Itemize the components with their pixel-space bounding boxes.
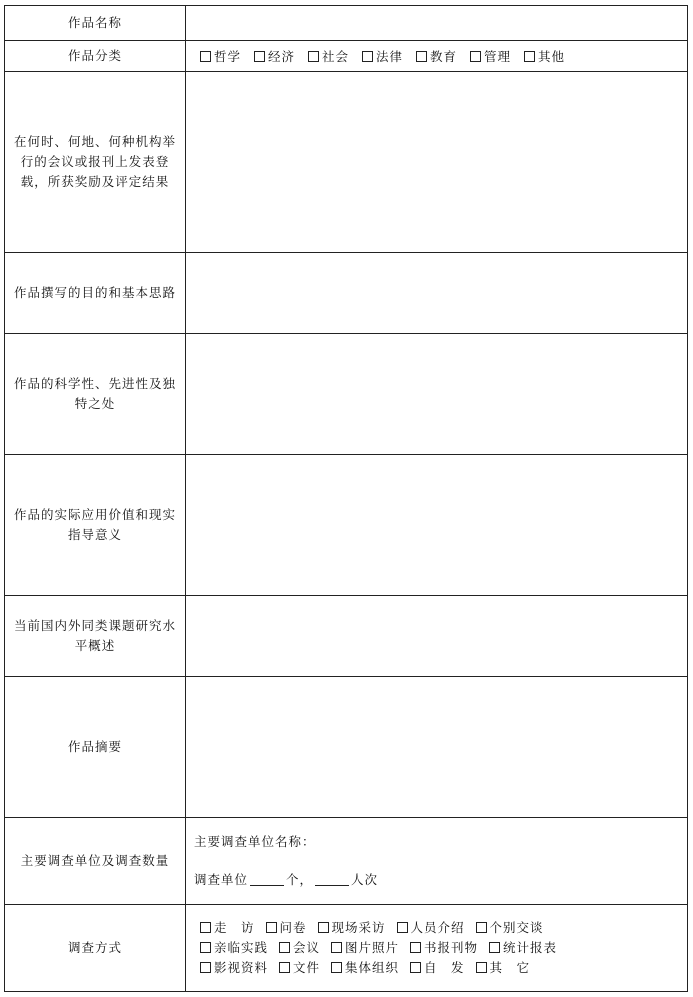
label-research: 当前国内外同类课题研究水平概述 <box>5 596 186 677</box>
method-option-questionnaire[interactable]: 问卷 <box>266 918 307 938</box>
label-publication: 在何时、何地、何种机构举行的会议或报刊上发表登载，所获奖励及评定结果 <box>5 72 186 253</box>
method-option-onsite-interview[interactable]: 现场采访 <box>318 918 386 938</box>
checkbox-icon[interactable] <box>524 51 535 62</box>
checkbox-icon[interactable] <box>470 51 481 62</box>
survey-unit-name-label: 主要调查单位名称： <box>194 834 316 849</box>
checkbox-icon[interactable] <box>331 942 342 953</box>
checkbox-icon[interactable] <box>318 922 329 933</box>
field-science[interactable] <box>186 334 688 455</box>
method-option-introduction[interactable]: 人员介绍 <box>397 918 465 938</box>
checkbox-icon[interactable] <box>200 51 211 62</box>
checkbox-icon[interactable] <box>200 942 211 953</box>
method-option-visit[interactable]: 走 访 <box>200 918 255 938</box>
checkbox-icon[interactable] <box>200 962 211 973</box>
field-abstract[interactable] <box>186 677 688 818</box>
label-survey: 主要调查单位及调查数量 <box>5 818 186 905</box>
row-research <box>5 596 688 677</box>
field-research[interactable] <box>186 596 688 677</box>
method-option-documents[interactable]: 文件 <box>279 958 320 978</box>
checkbox-icon[interactable] <box>489 942 500 953</box>
method-option-photos[interactable]: 图片照片 <box>331 938 399 958</box>
field-publication[interactable] <box>186 72 688 253</box>
method-options <box>186 905 688 992</box>
method-option-practice[interactable]: 亲临实践 <box>200 938 268 958</box>
survey-count-prefix: 调查单位 <box>194 872 249 887</box>
checkbox-icon[interactable] <box>410 942 421 953</box>
checkbox-icon[interactable] <box>397 922 408 933</box>
checkbox-icon[interactable] <box>331 962 342 973</box>
survey-count-mid: 个， <box>286 872 314 887</box>
checkbox-icon[interactable] <box>266 922 277 933</box>
row-science <box>5 334 688 455</box>
method-option-publications[interactable]: 书报刊物 <box>410 938 478 958</box>
category-option-other[interactable]: 其他 <box>524 47 565 65</box>
row-publication <box>5 72 688 253</box>
category-option-law[interactable]: 法律 <box>362 47 403 65</box>
method-option-individual-talk[interactable]: 个别交谈 <box>476 918 544 938</box>
method-option-video[interactable]: 影视资料 <box>200 958 268 978</box>
label-science: 作品的科学性、先进性及独特之处 <box>5 334 186 455</box>
method-option-meeting[interactable]: 会议 <box>279 938 320 958</box>
label-method: 调查方式 <box>5 905 186 992</box>
checkbox-icon[interactable] <box>254 51 265 62</box>
survey-count-suffix: 人次 <box>351 872 379 887</box>
category-option-philosophy[interactable]: 哲学 <box>200 47 241 65</box>
category-option-management[interactable]: 管理 <box>470 47 511 65</box>
category-options <box>186 41 688 72</box>
label-work-name: 作品名称 <box>5 6 186 41</box>
field-purpose[interactable] <box>186 253 688 334</box>
row-purpose <box>5 253 688 334</box>
row-application <box>5 455 688 596</box>
row-survey <box>5 818 688 905</box>
checkbox-icon[interactable] <box>476 962 487 973</box>
category-option-economics[interactable]: 经济 <box>254 47 295 65</box>
method-option-statistics[interactable]: 统计报表 <box>489 938 557 958</box>
label-work-category: 作品分类 <box>5 41 186 72</box>
label-purpose: 作品撰写的目的和基本思路 <box>5 253 186 334</box>
method-option-other[interactable]: 其 它 <box>476 958 531 978</box>
checkbox-icon[interactable] <box>476 922 487 933</box>
field-work-name[interactable] <box>186 6 688 41</box>
row-work-name <box>5 6 688 41</box>
row-method <box>5 905 688 992</box>
row-work-category <box>5 41 688 72</box>
survey-people-blank[interactable] <box>315 873 349 886</box>
checkbox-icon[interactable] <box>279 942 290 953</box>
entry-form-table <box>4 5 688 992</box>
method-options-row <box>200 938 687 958</box>
checkbox-icon[interactable] <box>410 962 421 973</box>
category-option-education[interactable]: 教育 <box>416 47 457 65</box>
field-application[interactable] <box>186 455 688 596</box>
survey-units-blank[interactable] <box>250 873 284 886</box>
label-application: 作品的实际应用价值和现实指导意义 <box>5 455 186 596</box>
category-option-society[interactable]: 社会 <box>308 47 349 65</box>
label-abstract: 作品摘要 <box>5 677 186 818</box>
survey-details <box>186 818 688 905</box>
checkbox-icon[interactable] <box>362 51 373 62</box>
checkbox-icon[interactable] <box>279 962 290 973</box>
checkbox-icon[interactable] <box>308 51 319 62</box>
method-options-row <box>200 918 687 938</box>
survey-count-line <box>194 870 687 890</box>
method-options-row <box>200 958 687 978</box>
method-option-collective[interactable]: 集体组织 <box>331 958 399 978</box>
method-option-spontaneous[interactable]: 自 发 <box>410 958 465 978</box>
checkbox-icon[interactable] <box>416 51 427 62</box>
checkbox-icon[interactable] <box>200 922 211 933</box>
row-abstract <box>5 677 688 818</box>
